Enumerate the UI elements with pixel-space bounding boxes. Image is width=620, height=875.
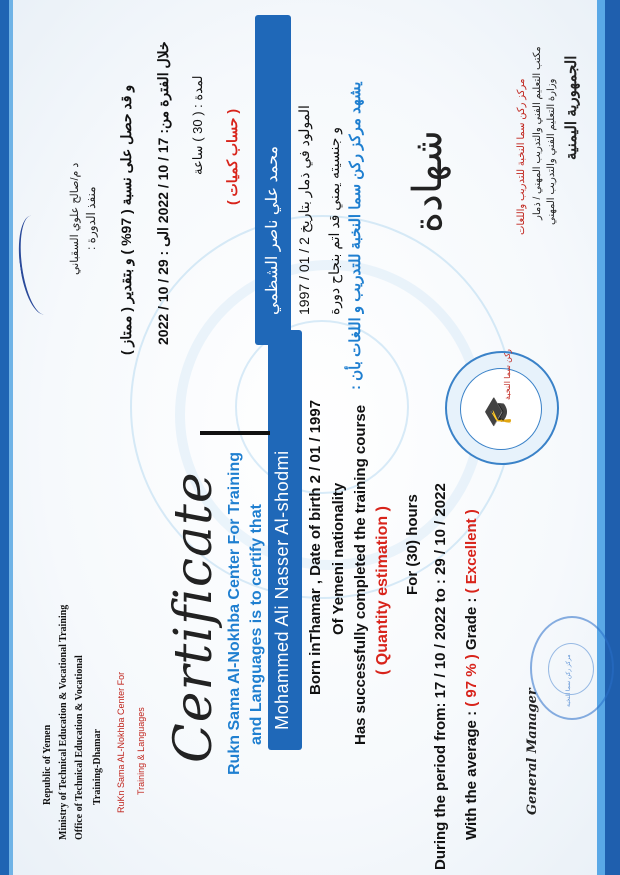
arabic-hours: لمدة : ( 30 ) ساعة (190, 75, 205, 175)
english-completion-statement: Has successfully completed the training course (352, 404, 369, 745)
english-center-name-line2: Training & Languages (136, 707, 146, 795)
hours-value: (30) (404, 539, 421, 567)
official-stamp-text: مركز ركن سما النخبة (566, 654, 572, 707)
arabic-center-name: مركز ركن سما النخبة للتدريب واللغات (516, 78, 527, 235)
english-intro-line1: Rukn Sama Al-Nokhba Center For Training (226, 451, 243, 775)
arabic-certificate-title: شهادة (405, 130, 451, 233)
arabic-republic: الجمهورية اليمنية (563, 55, 580, 160)
arabic-period: خلال الفترة من: 17 / 10 / 2022 الى : 29 / 10 / 2022 (155, 41, 171, 345)
grade-value: ( Excellent ) (463, 509, 480, 594)
english-average-grade (463, 509, 480, 840)
english-office: Office of Technical Education & Vocational (74, 655, 85, 840)
english-period: During the period from: 17 / 10 / 2022 to : 29 / 10 / 2022 (432, 483, 449, 870)
average-prefix: With the average : (463, 706, 480, 840)
logo-text: ركن سما النخبة (503, 349, 512, 400)
hours-suffix: hours (404, 494, 421, 540)
arabic-ministry: وزارة التعليم الفني والتدريب المهني (546, 78, 557, 225)
arabic-executor-label: منفذ الدورة : (84, 186, 98, 250)
hours-prefix: For (404, 566, 421, 595)
english-center-name-line1: RuKn Sama AL-Nokhba Center For (116, 671, 126, 813)
arabic-average-grade: و قد حصل على نسبة ( 97% ) و بتقدير ( ممتاز ) (118, 84, 134, 355)
general-manager-label: General Manager (525, 688, 540, 815)
center-divider (200, 431, 270, 435)
english-recipient-name: Mohammed Ali Nasser Al-shodmi (272, 450, 292, 730)
grade-prefix: Grade : (463, 593, 480, 655)
arabic-executor-name: د م/صالح علوي السقباني (69, 162, 81, 275)
arabic-office: مكتب التعليم الفني والتدريب المهني / ذمار (532, 46, 543, 220)
arabic-course-name: ( حساب كميات ) (224, 108, 240, 205)
graduation-cap-icon: 🎓 (482, 395, 512, 428)
english-republic: Republic of Yemen (42, 724, 53, 805)
english-training-dhamar: Training-Dhamar (92, 729, 103, 805)
english-birth-details: Born inThamar , Date of birth 2 / 01 / 1997 (307, 399, 324, 695)
arabic-nationality: و جنسيته يمني قد اتم بنجاح دورة (326, 126, 342, 315)
average-value: ( 97 % ) (463, 654, 480, 707)
arabic-intro: يشهد مركز ركن سما النخبة للتدريب و اللغات بأن : (347, 81, 364, 390)
english-nationality: Of Yemeni nationality (330, 482, 347, 635)
english-ministry: Ministry of Technical Education & Vocational Training (58, 604, 69, 840)
executor-signature (13, 213, 63, 317)
english-certificate-title: Certificate (164, 471, 224, 763)
arabic-recipient-name: محمد علي ناصر الشظمي (264, 145, 281, 315)
english-hours (404, 494, 421, 595)
arabic-birth-details: المولود في ذمار بتاريخ 2 / 01 / 1997 (296, 105, 312, 315)
english-intro-line2: and Languages is to certify that (248, 504, 265, 745)
english-course-name: ( Quantity estimation ) (374, 506, 391, 675)
